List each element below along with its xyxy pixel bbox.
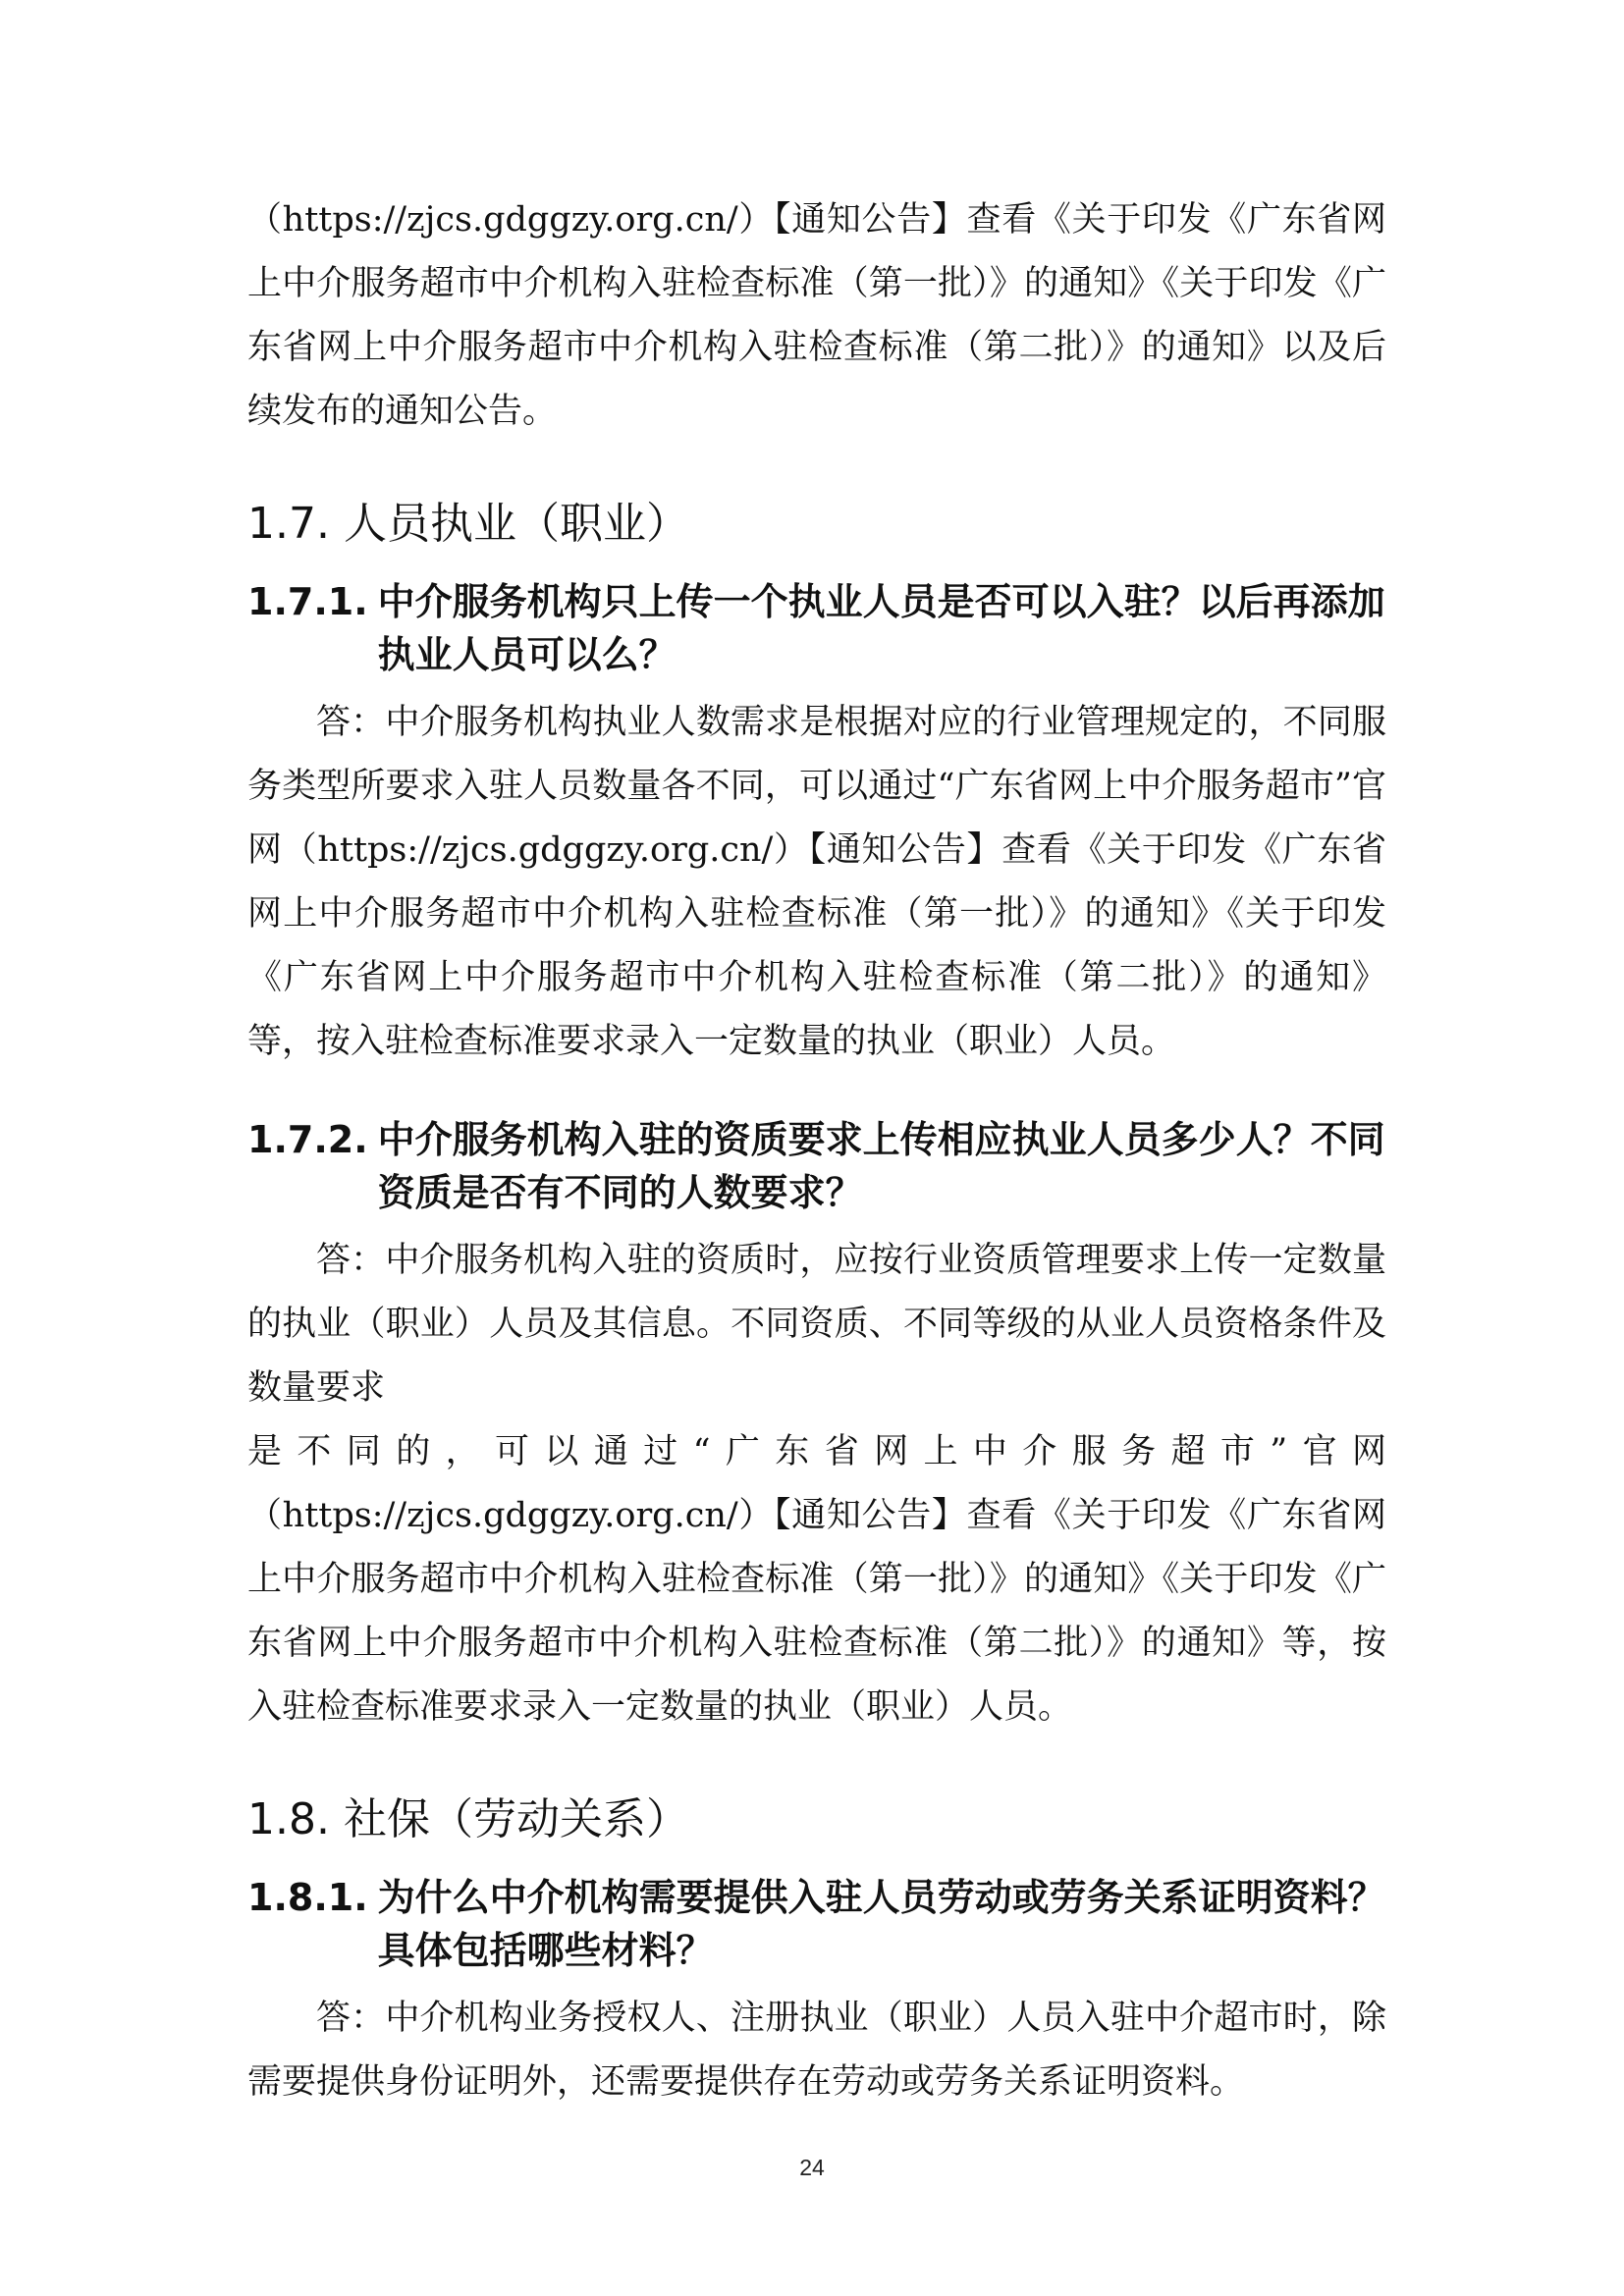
intro-paragraph: （https://zjcs.gdggzy.org.cn/）【通知公告】查看《关于印发《广东省网上中介服务超市中介机构入驻检查标准（第一批）》的通知》《关于印发《广东省网上中介服务超市中介机构入驻检查标准（第二批）》的通知》以及后续发布的通知公告。 bbox=[247, 200, 1386, 431]
question-number: 1.8.1. bbox=[247, 1876, 368, 1919]
answer-paragraph-1-8-1: 答：中介机构业务授权人、注册执业（职业）人员入驻中介超市时，除需要提供身份证明外，还需要提供存在劳动或劳务关系证明资料。 bbox=[247, 1999, 1386, 2102]
section-heading-1-7: 1.7. 人员执业（职业） bbox=[247, 499, 689, 549]
page-content bbox=[247, 188, 1386, 2114]
question-heading-1-8-1 bbox=[247, 1871, 1386, 1977]
question-heading-1-7-1 bbox=[247, 575, 1386, 681]
question-title: 为什么中介机构需要提供入驻人员劳动或劳务关系证明资料？具体包括哪些材料？ bbox=[377, 1876, 1385, 1972]
answer-paragraph-1-7-1: 答：中介服务机构执业人数需求是根据对应的行业管理规定的，不同服务类型所要求入驻人员数量各不同，可以通过“广东省网上中介服务超市”官网（https://zjcs.gdggzy.org.cn/）【通知公告】查看《关于印发《广东省网上中介服务超市中介机构入驻检查标准（第一批）》的通知》《关于印发《广东省网上中介服务超市中介机构入驻检查标准（第二批）》的通知》等，按入驻检查标准要求录入一定数量的执业（职业）人员。 bbox=[247, 703, 1386, 1061]
question-number: 1.7.1. bbox=[247, 580, 368, 623]
question-title: 中介服务机构只上传一个执业人员是否可以入驻？以后再添加执业人员可以么？ bbox=[377, 580, 1385, 676]
page-number: 24 bbox=[799, 2155, 825, 2180]
answer-paragraph-1-7-2-lead: 答：中介服务机构入驻的资质时，应按行业资质管理要求上传一定数量的执业（职业）人员及其信息。不同资质、不同等级的从业人员资格条件及数量要求 bbox=[247, 1241, 1386, 1408]
question-heading-1-7-2 bbox=[247, 1113, 1386, 1219]
section-heading-1-8: 1.8. 社保（劳动关系） bbox=[247, 1794, 689, 1844]
answer-paragraph-1-7-2-rest: （https://zjcs.gdggzy.org.cn/）【通知公告】查看《关于印发《广东省网上中介服务超市中介机构入驻检查标准（第一批）》的通知》《关于印发《广东省网上中介服务超市中介机构入驻检查标准（第二批）》的通知》等，按入驻检查标准要求录入一定数量的执业（职业）人员。 bbox=[247, 1496, 1386, 1727]
question-number: 1.7.2. bbox=[247, 1118, 368, 1161]
answer-paragraph-1-7-2-spaced: 是不同的，可以通过“广东省网上中介服务超市”官网 bbox=[247, 1432, 1386, 1471]
question-title: 中介服务机构入驻的资质要求上传相应执业人员多少人？不同资质是否有不同的人数要求？ bbox=[377, 1118, 1385, 1214]
